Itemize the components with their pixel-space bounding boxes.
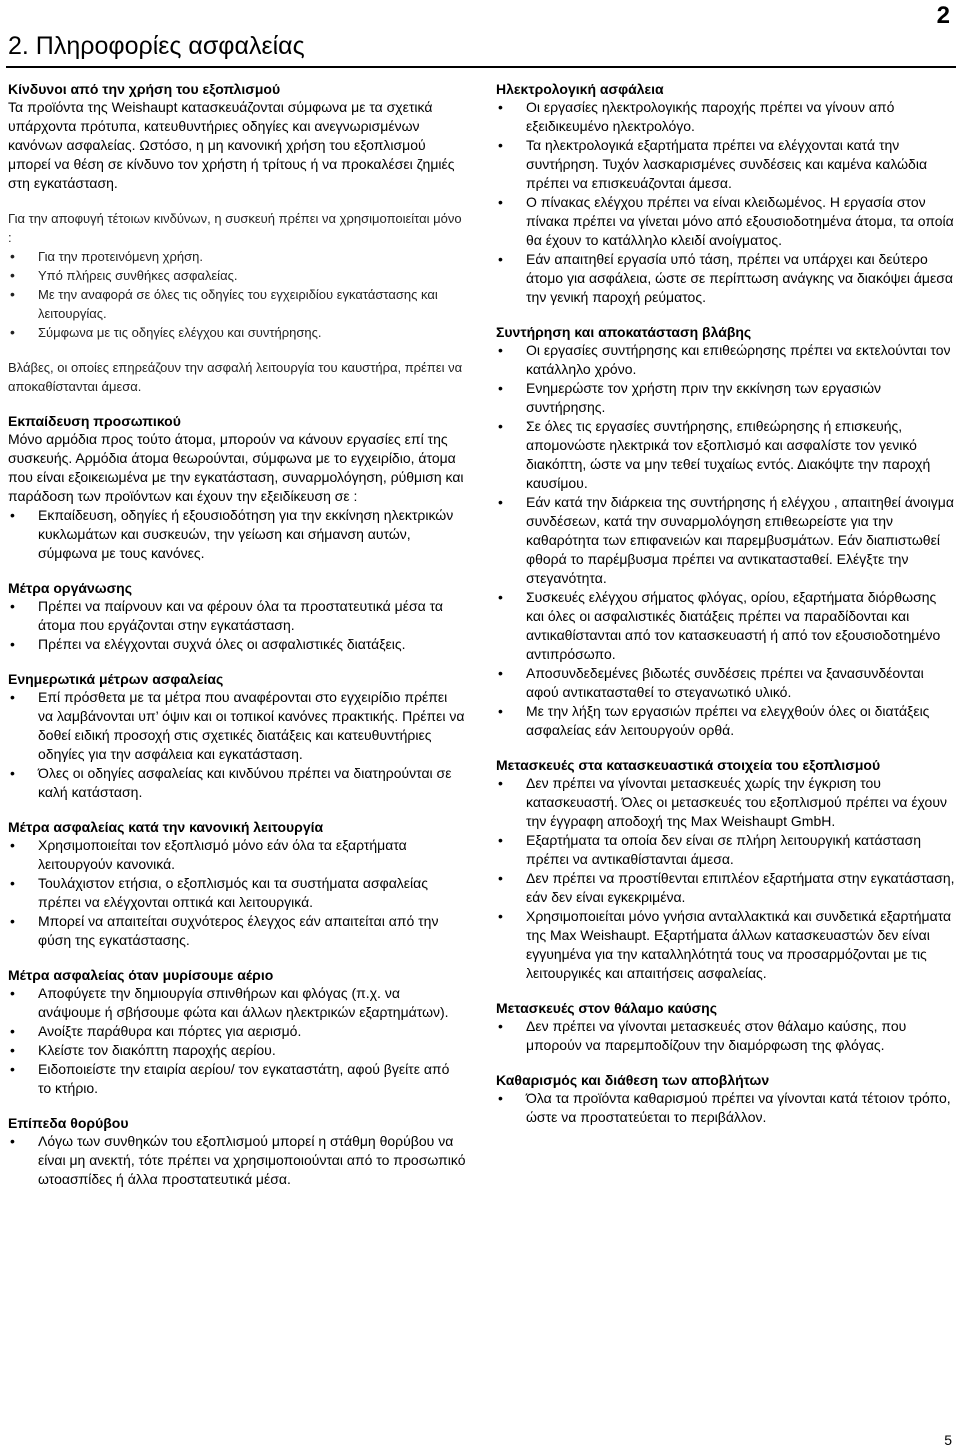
- list-item-text: Τουλάχιστον ετήσια, ο εξοπλισμός και τα συστήματα ασφαλείας πρέπει να ελέγχονται οπτικά και λειτουργικά.: [38, 875, 428, 910]
- bullet-list: [8, 597, 466, 654]
- bullet-icon: •: [10, 267, 15, 283]
- section-left-5: [8, 966, 466, 1098]
- list-item: [8, 597, 466, 635]
- list-item: [496, 774, 956, 831]
- bullet-icon: •: [498, 832, 503, 848]
- bullet-icon: •: [10, 1061, 15, 1077]
- list-item: [496, 250, 956, 307]
- bullet-icon: •: [498, 775, 503, 791]
- list-item: [496, 1017, 956, 1055]
- section-heading: Συντήρηση και αποκατάσταση βλάβης: [496, 324, 752, 340]
- bullet-icon: •: [498, 908, 503, 924]
- left-column: [8, 80, 466, 1205]
- bullet-icon: •: [10, 913, 15, 929]
- list-item-text: Εάν κατά την διάρκεια της συντήρησης ή ελέγχου , απαιτηθεί άνοιγμα συνδέσεων, κατά την συναρμολόγηση επιθεωρείστε για την καθαρότητα των επιφανειών και παρεμβυσμάτων. Εάν διαπιστωθεί φθορά το παρέμβυσμα πρέπει να αντικατασταθεί. Ελέγξτε την στεγανότητα.: [526, 494, 954, 586]
- list-item-text: Μπορεί να απαιτείται συχνότερος έλεγχος εάν απαιτείται από την φύση της εγκατάστασης.: [38, 913, 439, 948]
- list-item: [8, 506, 466, 563]
- list-item: [8, 1060, 466, 1098]
- list-item: [8, 1022, 466, 1041]
- section-left-4: [8, 818, 466, 950]
- list-item-text: Πρέπει να ελέγχονται συχνά όλες οι ασφαλιστικές διατάξεις.: [38, 636, 406, 652]
- bullet-list: [496, 774, 956, 983]
- bullet-list: [8, 984, 466, 1098]
- list-item-text: Ανοίξτε παράθυρα και πόρτες για αερισμό.: [38, 1023, 302, 1039]
- list-item: [496, 341, 956, 379]
- bullet-icon: •: [498, 194, 503, 210]
- section-heading: Ηλεκτρολογική ασφάλεια: [496, 81, 664, 97]
- section-heading: Επίπεδα θορύβου: [8, 1115, 129, 1131]
- list-item-text: Οι εργασίες ηλεκτρολογικής παροχής πρέπει να γίνουν από εξειδικευμένο ηλεκτρολόγο.: [526, 99, 895, 134]
- section-right-0: [496, 80, 956, 307]
- list-item-text: Όλες οι οδηγίες ασφαλείας και κινδύνου πρέπει να διατηρούνται σε καλή κατάσταση.: [38, 765, 452, 800]
- list-item-text: Οι εργασίες συντήρησης και επιθεώρησης πρέπει να εκτελούνται τον κατάλληλο χρόνο.: [526, 342, 951, 377]
- list-item: [8, 836, 466, 874]
- section-right-4: [496, 1071, 956, 1127]
- bullet-icon: •: [498, 589, 503, 605]
- list-item: [496, 907, 956, 983]
- bullet-icon: •: [10, 1133, 15, 1149]
- section-heading: Μέτρα ασφαλείας κατά την κανονική λειτουργία: [8, 819, 324, 835]
- section-right-1: [496, 323, 956, 740]
- list-item: [8, 635, 466, 654]
- bullet-list: [496, 1089, 956, 1127]
- list-item-text: Αποφύγετε την δημιουργία σπινθήρων και φλόγας (π.χ. να ανάψουμε ή σβήσουμε φώτα και άλλων ηλεκτρικών εξαρτημάτων).: [38, 985, 449, 1020]
- section-right-3: [496, 999, 956, 1055]
- list-item: [496, 1089, 956, 1127]
- paragraph: Για την αποφυγή τέτοιων κινδύνων, η συσκευή πρέπει να χρησιμοποιείται μόνο :: [8, 211, 462, 245]
- bullet-icon: •: [10, 985, 15, 1001]
- list-item-text: Αποσυνδεδεμένες βιδωτές συνδέσεις πρέπει να ξανασυνδέονται αφού αντικατασταθεί το στεγανωτικό υλικό.: [526, 665, 924, 700]
- bullet-icon: •: [498, 137, 503, 153]
- section-heading: Μέτρα οργάνωσης: [8, 580, 133, 596]
- header-divider: [6, 66, 956, 68]
- list-item: [8, 1132, 466, 1189]
- list-item: [8, 323, 466, 342]
- list-item-text: Για την προτεινόμενη χρήση.: [38, 249, 203, 264]
- bullet-list: [8, 836, 466, 950]
- bullet-list: [496, 1017, 956, 1055]
- list-item: [496, 417, 956, 493]
- section-heading: Μέτρα ασφαλείας όταν μυρίσουμε αέριο: [8, 967, 274, 983]
- bullet-icon: •: [498, 342, 503, 358]
- list-item-text: Όλα τα προϊόντα καθαρισμού πρέπει να γίνονται κατά τέτοιον τρόπο, ώστε να προστατεύεται το περιβάλλον.: [526, 1090, 951, 1125]
- list-item: [496, 98, 956, 136]
- bullet-icon: •: [498, 380, 503, 396]
- list-item-text: Εάν απαιτηθεί εργασία υπό τάση, πρέπει να υπάρχει και δεύτερο άτομο για ασφάλεια, ώστε σε περίπτωση ανάγκης να διακόψει άμεσα την γενική παροχή ρεύματος.: [526, 251, 953, 305]
- bullet-icon: •: [10, 689, 15, 705]
- list-item-text: Σύμφωνα με τις οδηγίες ελέγχου και συντήρησης.: [38, 325, 322, 340]
- paragraph: Τα προϊόντα της Weishaupt κατασκευάζονται σύμφωνα με τα σχετικά υπάρχοντα πρότυπα, κατευθυντήριες οδηγίες και ανεγνωρισμένων κανόνων ασφαλείας. Ωστόσο, η μη κανονική χρήση του εξοπλισμού μπορεί να θέση σε κίνδυνο τον χρήστη ή τρίτους ή να προκαλέσει ζημιές στη εγκατάσταση.: [8, 99, 455, 191]
- bullet-icon: •: [10, 875, 15, 891]
- list-item-text: Με την αναφορά σε όλες τις οδηγίες του εγχειριδίου εγκατάστασης και λειτουργίας.: [38, 287, 438, 321]
- list-item: [8, 247, 466, 266]
- bullet-list: [8, 506, 466, 563]
- list-item: [8, 984, 466, 1022]
- bullet-icon: •: [498, 703, 503, 719]
- list-item: [8, 1041, 466, 1060]
- bullet-icon: •: [10, 598, 15, 614]
- list-item: [496, 869, 956, 907]
- bullet-list: [496, 98, 956, 307]
- list-item: [8, 688, 466, 764]
- section-left-1: [8, 412, 466, 563]
- list-item-text: Κλείστε τον διακόπτη παροχής αερίου.: [38, 1042, 276, 1058]
- section-left-0: [8, 80, 466, 396]
- bullet-icon: •: [498, 1090, 503, 1106]
- bullet-icon: •: [498, 418, 503, 434]
- bullet-list: [8, 247, 466, 342]
- list-item-text: Επί πρόσθετα με τα μέτρα που αναφέρονται στο εγχειρίδιο πρέπει να λαμβάνονται υπ’ όψιν και οι τοπικοί κανόνες πρακτικής. Πρέπει να δοθεί ειδική προσοχή στις σχετικές διατάξεις και κατευθυντήριες οδηγίες για την ασφάλεια και εγκατάσταση.: [38, 689, 465, 762]
- list-item: [496, 493, 956, 588]
- paragraph: Μόνο αρμόδια προς τούτο άτομα, μπορούν να κάνουν εργασίες επί της συσκευής. Αρμόδια άτομα θεωρούνται, σύμφωνα με το εγχειρίδιο, άτομα που είναι εξοικειωμένα με την εγκατάσταση, συναρμολόγηση, ρύθμιση και παράδοση των προϊόντων και έχουν την εξειδίκευση σε :: [8, 431, 464, 504]
- bullet-icon: •: [498, 665, 503, 681]
- section-heading: Εκπαίδευση προσωπικού: [8, 413, 181, 429]
- bullet-list: [496, 341, 956, 740]
- list-item-text: Δεν πρέπει να προστίθενται επιπλέον εξαρτήματα στην εγκατάσταση, εάν δεν είναι εγκεκριμένα.: [526, 870, 955, 905]
- right-column: [496, 80, 956, 1143]
- bullet-list: [8, 688, 466, 802]
- section-right-2: [496, 756, 956, 983]
- section-left-3: [8, 670, 466, 802]
- section-heading: Καθαρισμός και διάθεση των αποβλήτων: [496, 1072, 770, 1088]
- list-item: [8, 285, 466, 323]
- list-item: [496, 831, 956, 869]
- list-item: [8, 912, 466, 950]
- page-number: 5: [944, 1432, 952, 1448]
- list-item-text: Σε όλες τις εργασίες συντήρησης, επιθεώρησης ή επισκευής, απομονώστε ηλεκτρικά τον εξοπλισμό και ασφαλίστε τον γενικό διακόπτη, ώστε να μην τεθεί τυχαίως εντός. Διακόψτε την παροχή καυσίμου.: [526, 418, 931, 491]
- list-item-text: Δεν πρέπει να γίνονται μετασκευές στον θάλαμο καύσης, που μπορούν να παρεμποδίζουν την διαμόρφωση της φλόγας.: [526, 1018, 907, 1053]
- section-heading: Κίνδυνοι από την χρήση του εξοπλισμού: [8, 81, 281, 97]
- bullet-icon: •: [10, 1023, 15, 1039]
- bullet-icon: •: [498, 494, 503, 510]
- bullet-icon: •: [498, 1018, 503, 1034]
- section-heading: Ενημερωτικά μέτρων ασφαλείας: [8, 671, 224, 687]
- list-item-text: Με την λήξη των εργασιών πρέπει να ελεγχθούν όλες οι διατάξεις ασφαλείας εάν λειτουργούν ορθά.: [526, 703, 930, 738]
- list-item-text: Υπό πλήρεις συνθήκες ασφαλείας.: [38, 268, 238, 283]
- list-item: [496, 193, 956, 250]
- bullet-icon: •: [498, 251, 503, 267]
- bullet-icon: •: [10, 765, 15, 781]
- list-item-text: Χρησιμοποιείται μόνο γνήσια ανταλλακτικά και συνδετικά εξαρτήματα της Max Weishaupt. Εξαρτήματα άλλων κατασκευαστών δεν είναι εγγυημένα για την καταλληλότητά τους να προσαρμόζονται με τις λειτουργικές και απαιτήσεις ασφαλείας.: [526, 908, 952, 981]
- list-item-text: Χρησιμοποιείται τον εξοπλισμό μόνο εάν όλα τα εξαρτήματα λειτουργούν κανονικά.: [38, 837, 407, 872]
- section-heading: Μετασκευές στον θάλαμο καύσης: [496, 1000, 718, 1016]
- list-item-text: Εξαρτήματα τα οποία δεν είναι σε πλήρη λειτουργική κατάσταση πρέπει να αντικαθίστανται άμεσα.: [526, 832, 922, 867]
- bullet-list: [8, 1132, 466, 1189]
- list-item: [496, 664, 956, 702]
- bullet-icon: •: [498, 870, 503, 886]
- list-item-text: Ο πίνακας ελέγχου πρέπει να είναι κλειδωμένος. Η εργασία στον πίνακα πρέπει να γίνεται μόνο από εξουσιοδοτημένα άτομα, τα οποία θα έχουν το κατάλληλο κλειδί ανοίγματος.: [526, 194, 954, 248]
- list-item-text: Εκπαίδευση, οδηγίες ή εξουσιοδότηση για την εκκίνηση ηλεκτρικών κυκλωμάτων και συσκευών, την γείωση και σήμανση αυτών, σύμφωνα με τους κανόνες.: [38, 507, 454, 561]
- list-item: [496, 379, 956, 417]
- list-item-text: Ενημερώστε τον χρήστη πριν την εκκίνηση των εργασιών συντήρησης.: [526, 380, 881, 415]
- list-item-text: Πρέπει να παίρνουν και να φέρουν όλα τα προστατευτικά μέσα τα άτομα που εργάζονται στην εγκατάσταση.: [38, 598, 444, 633]
- page-title: 2. Πληροφορίες ασφαλείας: [8, 32, 305, 60]
- list-item: [496, 136, 956, 193]
- bullet-icon: •: [10, 248, 15, 264]
- bullet-icon: •: [10, 636, 15, 652]
- section-left-6: [8, 1114, 466, 1189]
- list-item-text: Λόγω των συνθηκών του εξοπλισμού μπορεί η στάθμη θορύβου να είναι μη ανεκτή, τότε πρέπει να χρησιμοποιούνται από το προσωπικό ωτοασπίδες ή άλλα προστατευτικά μέσα.: [38, 1133, 466, 1187]
- bullet-icon: •: [10, 324, 15, 340]
- bullet-icon: •: [10, 1042, 15, 1058]
- bullet-icon: •: [10, 507, 15, 523]
- list-item-text: Τα ηλεκτρολογικά εξαρτήματα πρέπει να ελέγχονται κατά την συντήρηση. Τυχόν λασκαρισμένες συνδέσεις και καμένα καλώδια πρέπει να επισκευάζονται άμεσα.: [526, 137, 928, 191]
- section-heading: Μετασκευές στα κατασκευαστικά στοιχεία του εξοπλισμού: [496, 757, 881, 773]
- paragraph: Βλάβες, οι οποίες επηρεάζουν την ασφαλή λειτουργία του καυστήρα, πρέπει να αποκαθίστανται άμεσα.: [8, 360, 463, 394]
- list-item-text: Συσκευές ελέγχου σήματος φλόγας, ορίου, εξαρτήματα διόρθωσης και όλες οι ασφαλιστικές διατάξεις πρέπει να παραδίδονται και αντικαθίστανται από τον κατασκευαστή ή από τον εξουσιοδοτημένο αντιπρόσωπο.: [526, 589, 941, 662]
- list-item: [8, 874, 466, 912]
- bullet-icon: •: [10, 286, 15, 302]
- chapter-tab-number: 2: [936, 2, 950, 29]
- list-item: [8, 764, 466, 802]
- list-item: [496, 588, 956, 664]
- bullet-icon: •: [10, 837, 15, 853]
- bullet-icon: •: [498, 99, 503, 115]
- section-left-2: [8, 579, 466, 654]
- list-item-text: Δεν πρέπει να γίνονται μετασκευές χωρίς την έγκριση του κατασκευαστή. Όλες οι μετασκευές του εξοπλισμού πρέπει να έχουν την έγγραφη αποδοχή της Max Weishaupt GmbH.: [526, 775, 947, 829]
- list-item: [8, 266, 466, 285]
- list-item-text: Ειδοποιείστε την εταιρία αερίου/ τον εγκαταστάτη, αφού βγείτε από το κτήριο.: [38, 1061, 450, 1096]
- list-item: [496, 702, 956, 740]
- page-header: [0, 0, 960, 70]
